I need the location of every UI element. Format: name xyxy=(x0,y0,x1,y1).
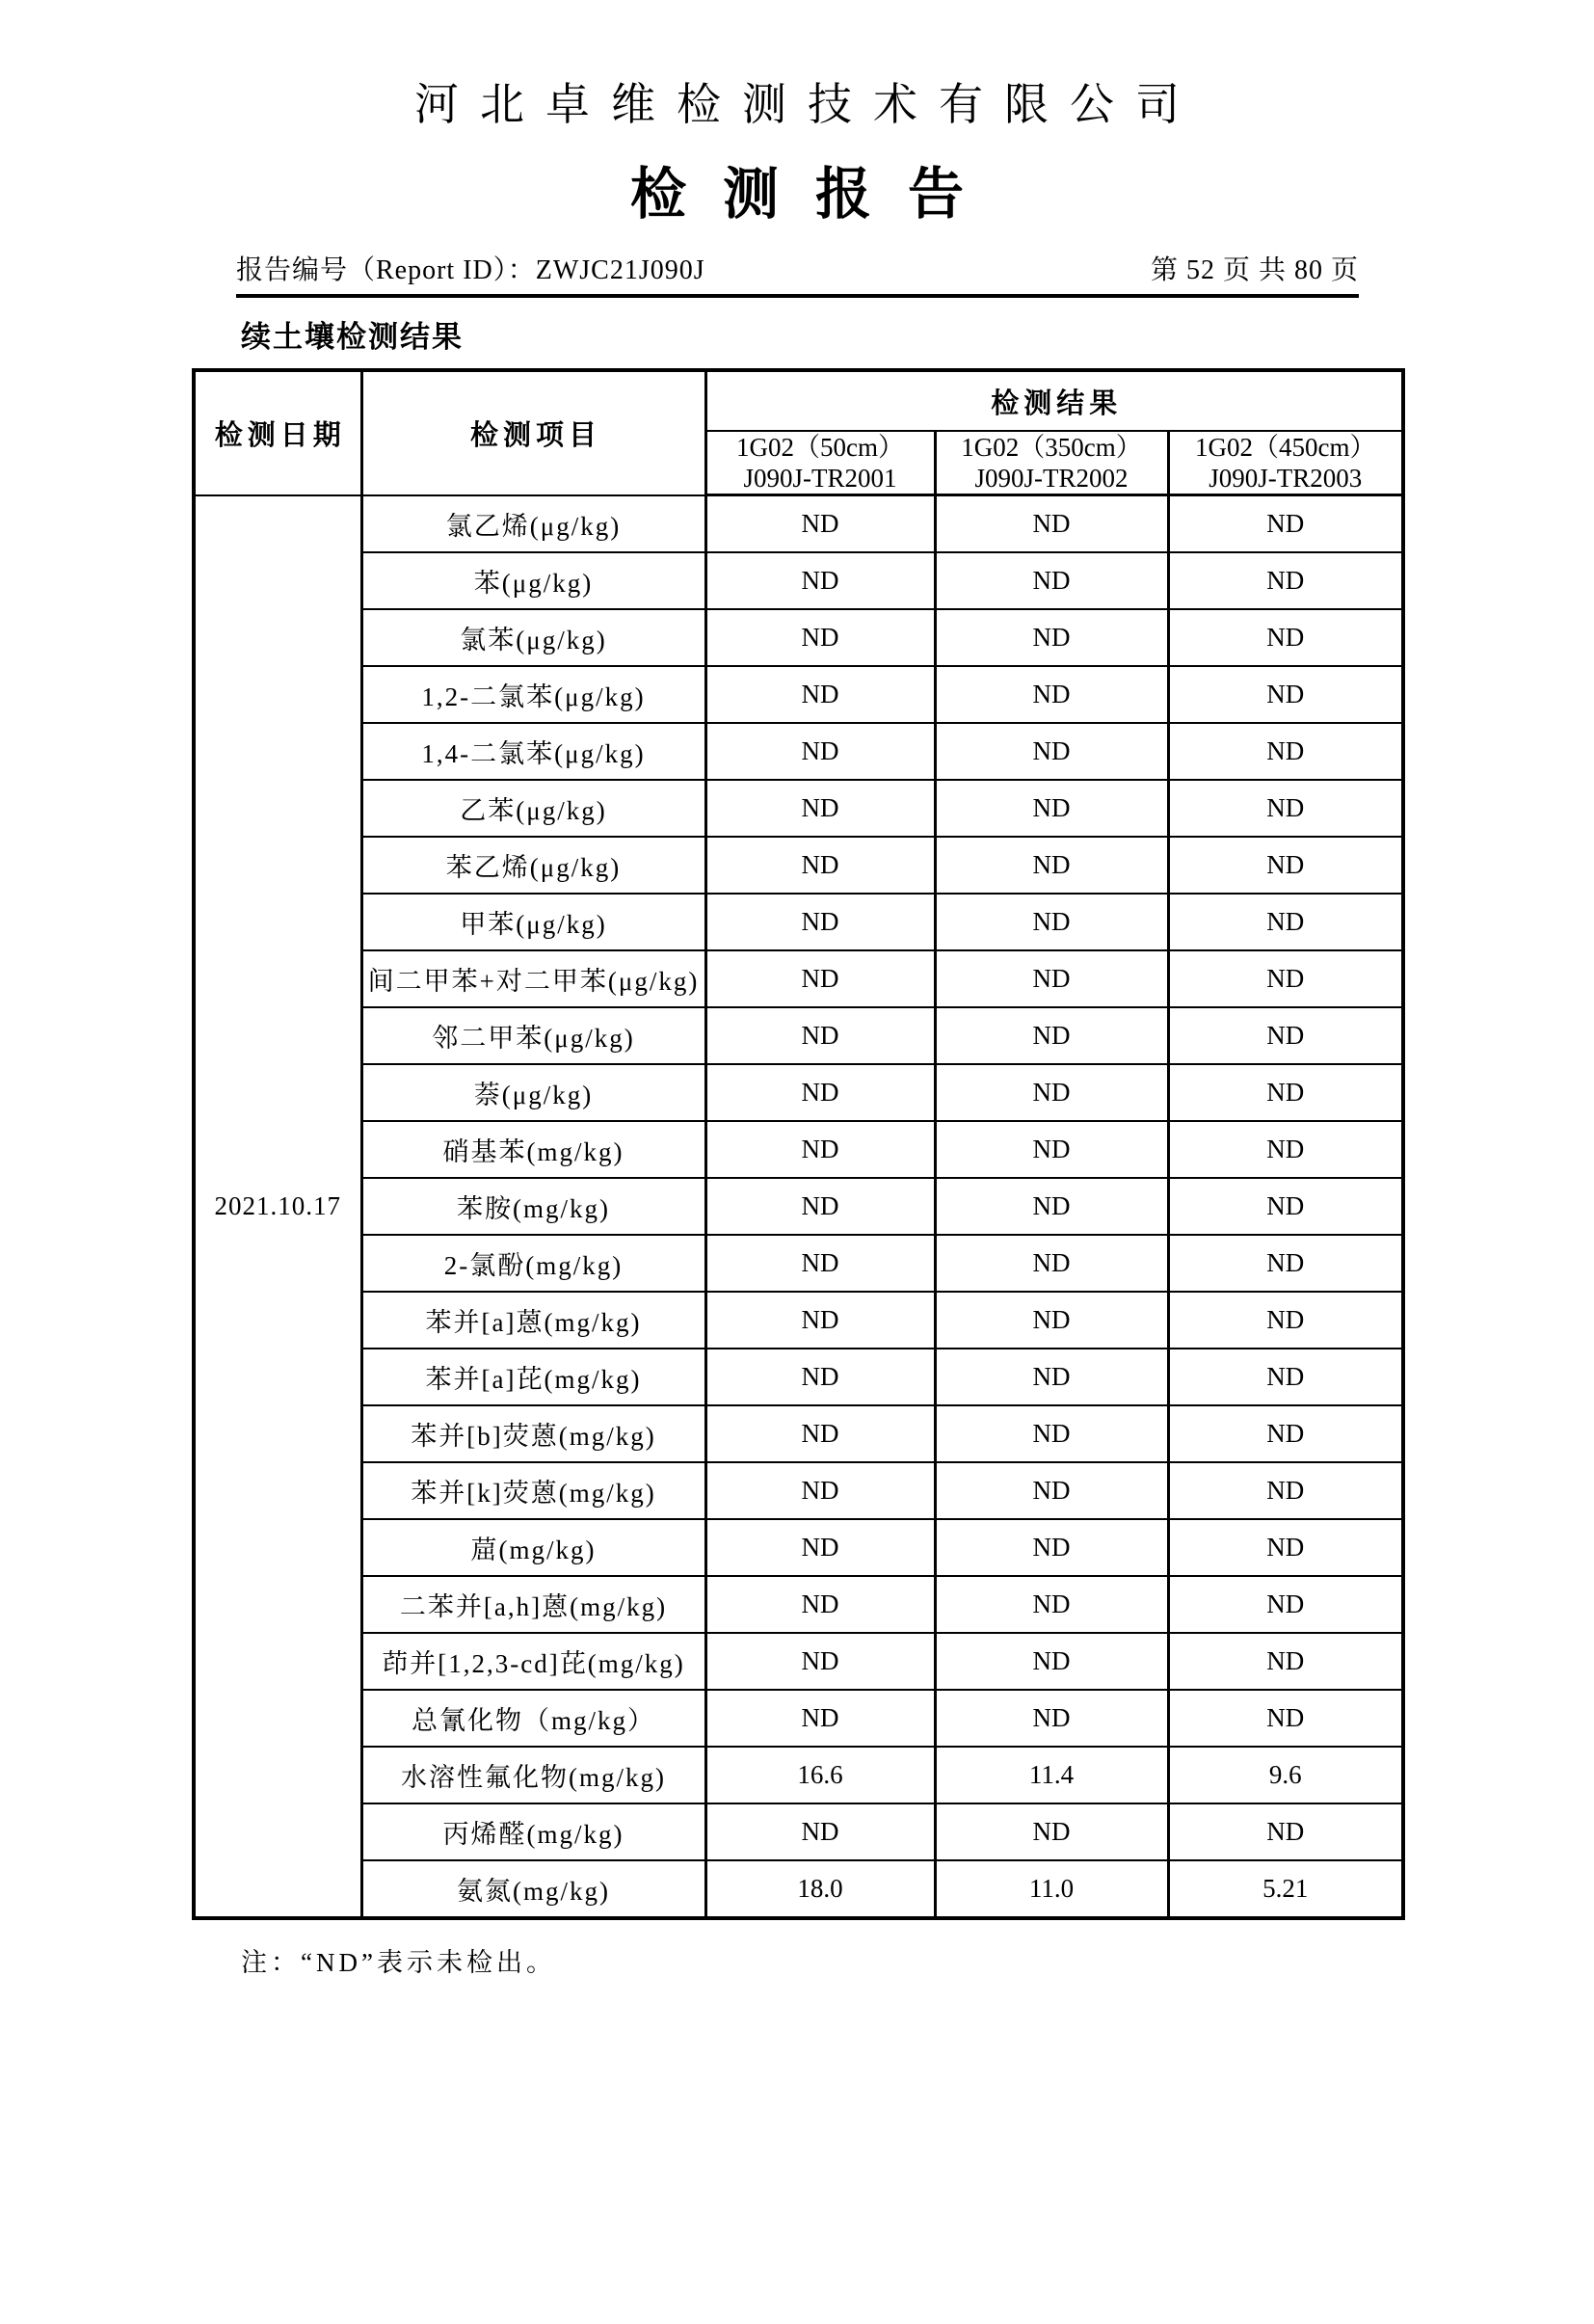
sample-code: J090J-TR2002 xyxy=(974,464,1129,493)
result-value-cell: ND xyxy=(1168,1292,1403,1349)
result-value-cell: 16.6 xyxy=(705,1747,935,1803)
result-value-cell: ND xyxy=(935,1178,1168,1235)
company-name: 河北卓维检测技术有限公司 xyxy=(414,80,1201,129)
result-value-cell: ND xyxy=(1168,950,1403,1007)
table-row xyxy=(194,1576,1403,1633)
table-row xyxy=(194,837,1403,894)
result-value-cell: ND xyxy=(705,666,935,723)
test-item-cell: 苯并[a]蒽(mg/kg) xyxy=(361,1292,705,1349)
result-value-cell: 18.0 xyxy=(705,1860,935,1918)
result-value-cell: ND xyxy=(1168,666,1403,723)
result-value-cell: ND xyxy=(705,1519,935,1576)
sample-code: J090J-TR2003 xyxy=(1209,464,1363,493)
page-indicator: 第 52 页 共 80 页 xyxy=(1150,255,1359,285)
test-item-cell: 䓛(mg/kg) xyxy=(361,1519,705,1576)
result-value-cell: 11.0 xyxy=(935,1860,1168,1918)
table-row xyxy=(194,552,1403,609)
result-value-cell: ND xyxy=(1168,1690,1403,1747)
result-value-cell: ND xyxy=(1168,1349,1403,1405)
table-row xyxy=(194,1462,1403,1519)
table-header-results: 检测结果 xyxy=(705,370,1403,431)
result-value-cell: ND xyxy=(935,1064,1168,1121)
result-value-cell: 5.21 xyxy=(1168,1860,1403,1918)
result-value-cell: ND xyxy=(935,780,1168,837)
footnote: 注：“ND”表示未检出。 xyxy=(241,1948,556,1977)
result-value-cell: ND xyxy=(1168,1121,1403,1178)
test-item-cell: 1,2-二氯苯(μg/kg) xyxy=(361,666,705,723)
sample-name: 1G02（50cm） xyxy=(736,433,904,462)
test-item-cell: 苯乙烯(μg/kg) xyxy=(361,837,705,894)
result-value-cell: ND xyxy=(705,1121,935,1178)
test-item-cell: 甲苯(μg/kg) xyxy=(361,894,705,950)
test-item-cell: 萘(μg/kg) xyxy=(361,1064,705,1121)
result-value-cell: ND xyxy=(705,552,935,609)
table-row xyxy=(194,1633,1403,1690)
header-rule xyxy=(236,294,1359,298)
result-value-cell: ND xyxy=(1168,609,1403,666)
results-table xyxy=(192,368,1405,1920)
result-value-cell: ND xyxy=(705,1405,935,1462)
table-row xyxy=(194,1235,1403,1292)
test-item-cell: 邻二甲苯(μg/kg) xyxy=(361,1007,705,1064)
result-value-cell: ND xyxy=(705,1690,935,1747)
table-row xyxy=(194,950,1403,1007)
result-value-cell: ND xyxy=(935,1007,1168,1064)
table-row xyxy=(194,780,1403,837)
test-item-cell: 茚并[1,2,3-cd]芘(mg/kg) xyxy=(361,1633,705,1690)
section-title: 续土壤检测结果 xyxy=(241,320,464,354)
result-value-cell: ND xyxy=(705,1178,935,1235)
table-row xyxy=(194,1690,1403,1747)
result-value-cell: ND xyxy=(1168,495,1403,553)
result-value-cell: ND xyxy=(705,1803,935,1860)
table-row xyxy=(194,609,1403,666)
result-value-cell: ND xyxy=(1168,1462,1403,1519)
result-value-cell: ND xyxy=(1168,1576,1403,1633)
result-value-cell: ND xyxy=(705,837,935,894)
table-row xyxy=(194,1178,1403,1235)
result-value-cell: ND xyxy=(935,1803,1168,1860)
result-value-cell: ND xyxy=(1168,1235,1403,1292)
sample-code: J090J-TR2001 xyxy=(743,464,897,493)
result-value-cell: ND xyxy=(1168,1405,1403,1462)
table-row xyxy=(194,894,1403,950)
result-value-cell: ND xyxy=(705,1064,935,1121)
report-title: 检测报告 xyxy=(629,163,1000,226)
result-value-cell: ND xyxy=(935,1405,1168,1462)
test-item-cell: 苯并[a]芘(mg/kg) xyxy=(361,1349,705,1405)
result-value-cell: ND xyxy=(705,1633,935,1690)
result-value-cell: ND xyxy=(935,495,1168,553)
result-value-cell: ND xyxy=(1168,1064,1403,1121)
result-value-cell: ND xyxy=(935,1292,1168,1349)
report-id: 报告编号（Report ID）：ZWJC21J090J xyxy=(236,255,705,285)
result-value-cell: ND xyxy=(935,1576,1168,1633)
table-row xyxy=(194,666,1403,723)
result-value-cell: ND xyxy=(935,1462,1168,1519)
result-value-cell: ND xyxy=(1168,723,1403,780)
result-value-cell: ND xyxy=(705,1462,935,1519)
test-item-cell: 苯并[k]荧蒽(mg/kg) xyxy=(361,1462,705,1519)
result-value-cell: ND xyxy=(935,1235,1168,1292)
result-value-cell: ND xyxy=(935,723,1168,780)
result-value-cell: 9.6 xyxy=(1168,1747,1403,1803)
result-value-cell: ND xyxy=(935,950,1168,1007)
table-row xyxy=(194,1121,1403,1178)
test-item-cell: 苯(μg/kg) xyxy=(361,552,705,609)
table-row xyxy=(194,1405,1403,1462)
result-value-cell: ND xyxy=(935,1519,1168,1576)
table-row xyxy=(194,1860,1403,1918)
test-item-cell: 苯胺(mg/kg) xyxy=(361,1178,705,1235)
result-value-cell: ND xyxy=(1168,1519,1403,1576)
result-value-cell: ND xyxy=(705,723,935,780)
table-header-date: 检测日期 xyxy=(194,370,361,495)
result-value-cell: ND xyxy=(705,495,935,553)
test-item-cell: 丙烯醛(mg/kg) xyxy=(361,1803,705,1860)
result-value-cell: ND xyxy=(935,609,1168,666)
result-value-cell: ND xyxy=(1168,1803,1403,1860)
test-item-cell: 乙苯(μg/kg) xyxy=(361,780,705,837)
sample-header-3 xyxy=(1168,431,1403,495)
table-header-row-1 xyxy=(194,370,1403,431)
result-value-cell: ND xyxy=(1168,780,1403,837)
results-table-head xyxy=(194,370,1403,495)
result-value-cell: ND xyxy=(1168,1007,1403,1064)
table-row xyxy=(194,1803,1403,1860)
result-value-cell: ND xyxy=(935,1690,1168,1747)
table-row xyxy=(194,723,1403,780)
table-header-item: 检测项目 xyxy=(361,370,705,495)
table-row xyxy=(194,1519,1403,1576)
result-value-cell: ND xyxy=(935,837,1168,894)
test-item-cell: 氨氮(mg/kg) xyxy=(361,1860,705,1918)
test-item-cell: 氯苯(μg/kg) xyxy=(361,609,705,666)
result-value-cell: ND xyxy=(935,666,1168,723)
sample-header-2 xyxy=(935,431,1168,495)
results-table-body xyxy=(194,495,1403,1919)
result-value-cell: ND xyxy=(935,552,1168,609)
test-item-cell: 2-氯酚(mg/kg) xyxy=(361,1235,705,1292)
sample-name: 1G02（350cm） xyxy=(961,433,1142,462)
result-value-cell: ND xyxy=(1168,894,1403,950)
test-item-cell: 苯并[b]荧蒽(mg/kg) xyxy=(361,1405,705,1462)
test-item-cell: 总氰化物（mg/kg） xyxy=(361,1690,705,1747)
result-value-cell: ND xyxy=(705,1292,935,1349)
table-row xyxy=(194,1007,1403,1064)
test-item-cell: 水溶性氟化物(mg/kg) xyxy=(361,1747,705,1803)
report-info-row xyxy=(236,249,1359,287)
sample-name: 1G02（450cm） xyxy=(1195,433,1376,462)
result-value-cell: ND xyxy=(935,894,1168,950)
result-value-cell: ND xyxy=(1168,1633,1403,1690)
result-value-cell: ND xyxy=(705,780,935,837)
result-value-cell: ND xyxy=(705,894,935,950)
result-value-cell: ND xyxy=(935,1633,1168,1690)
result-value-cell: 11.4 xyxy=(935,1747,1168,1803)
test-item-cell: 1,4-二氯苯(μg/kg) xyxy=(361,723,705,780)
test-date-cell: 2021.10.17 xyxy=(194,495,361,1919)
table-row xyxy=(194,495,1403,553)
table-row xyxy=(194,1292,1403,1349)
table-row xyxy=(194,1064,1403,1121)
result-value-cell: ND xyxy=(935,1121,1168,1178)
test-item-cell: 硝基苯(mg/kg) xyxy=(361,1121,705,1178)
result-value-cell: ND xyxy=(705,609,935,666)
result-value-cell: ND xyxy=(705,1576,935,1633)
result-value-cell: ND xyxy=(1168,1178,1403,1235)
result-value-cell: ND xyxy=(705,950,935,1007)
result-value-cell: ND xyxy=(705,1235,935,1292)
table-row xyxy=(194,1349,1403,1405)
test-item-cell: 氯乙烯(μg/kg) xyxy=(361,495,705,553)
result-value-cell: ND xyxy=(1168,837,1403,894)
result-value-cell: ND xyxy=(705,1007,935,1064)
sample-header-1 xyxy=(705,431,935,495)
result-value-cell: ND xyxy=(705,1349,935,1405)
test-item-cell: 间二甲苯+对二甲苯(μg/kg) xyxy=(361,950,705,1007)
test-item-cell: 二苯并[a,h]蒽(mg/kg) xyxy=(361,1576,705,1633)
result-value-cell: ND xyxy=(935,1349,1168,1405)
table-row xyxy=(194,1747,1403,1803)
document-page xyxy=(0,69,1594,2324)
result-value-cell: ND xyxy=(1168,552,1403,609)
